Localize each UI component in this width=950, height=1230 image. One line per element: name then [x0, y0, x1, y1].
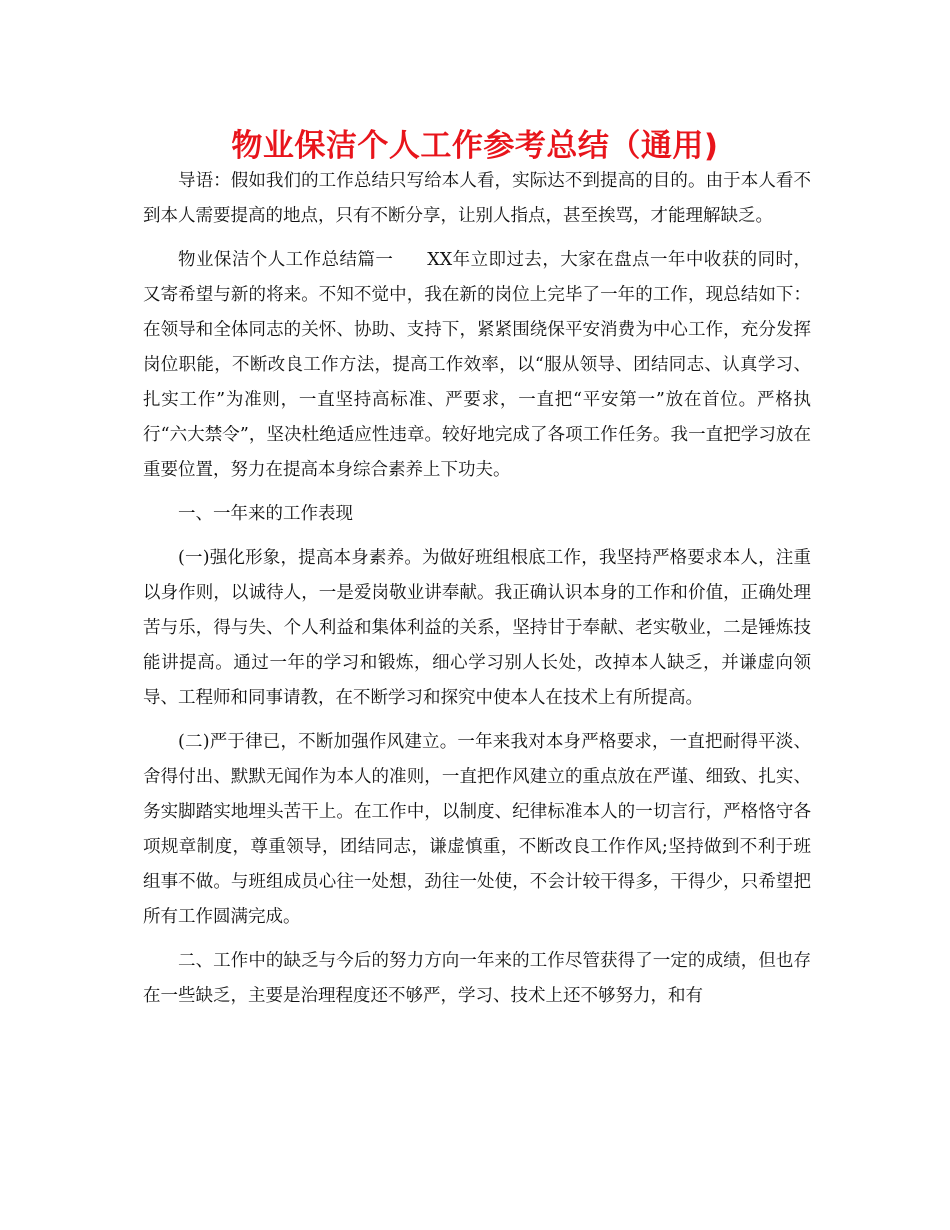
- paragraph-shortcomings: 二、工作中的缺乏与今后的努力方向一年来的工作尽管获得了一定的成绩，但也存在一些缺乏，主要是治理程度还不够严，学习、技术上还不够努力，和有: [143, 951, 811, 1006]
- paragraph-self-discipline: (二)严于律已，不断加强作风建立。一年来我对本身严格要求，一直把耐得平淡、舍得付出、默默无闻作为本人的准则，一直把作风建立的重点放在严谨、细致、扎实、务实脚踏实地埋头苦干上。在工作中，以制度、纪律标准本人的一切言行，严格恪守各项规章制度，尊重领导，团结同志，谦虚慎重，不断改良工作作风;坚持做到不利于班组事不做。与班组成员心往一处想，劲往一处使，不会计较干得多，干得少，只希望把所有工作圆满完成。: [143, 732, 811, 927]
- section-title: 物业保洁个人工作总结篇一: [178, 250, 394, 270]
- heading-work-performance: 一、一年来的工作表现: [178, 504, 353, 524]
- section-paragraph-1: [143, 243, 811, 488]
- section-text: XX年立即过去，大家在盘点一年中收获的同时，又寄希望与新的将来。不知不觉中，我在新的岗位上完毕了一年的工作，现总结如下：在领导和全体同志的关怀、协助、支持下，紧紧围绕保平安消费为中心工作，充分发挥岗位职能，不断改良工作方法，提高工作效率，以“服从领导、团结同志、认真学习、扎实工作”为准则，一直坚持高标准、严要求，一直把“平安第一”放在首位。严格执行“六大禁令”，坚决杜绝适应性违章。较好地完成了各项工作任务。我一直把学习放在重要位置，努力在提高本身综合素养上下功夫。: [143, 250, 811, 480]
- paragraph-image-improvement: (一)强化形象，提高本身素养。为做好班组根底工作，我坚持严格要求本人，注重以身作则，以诚待人，一是爱岗敬业讲奉献。我正确认识本身的工作和价值，正确处理苦与乐，得与失、个人利益和集体利益的关系，坚持甘于奉献、老实敬业，二是锤炼技能讲提高。通过一年的学习和锻炼，细心学习别人长处，改掉本人缺乏，并谦虚向领导、工程师和同事请教，在不断学习和探究中使本人在技术上有所提高。: [143, 548, 811, 708]
- document-title: 物业保洁个人工作参考总结（通用): [231, 128, 719, 164]
- intro-paragraph: 导语：假如我们的工作总结只写给本人看，实际达不到提高的目的。由于本人看不到本人需要提高的地点，只有不断分享，让别人指点，甚至挨骂，才能理解缺乏。: [143, 171, 811, 226]
- document-body: [143, 164, 811, 1023]
